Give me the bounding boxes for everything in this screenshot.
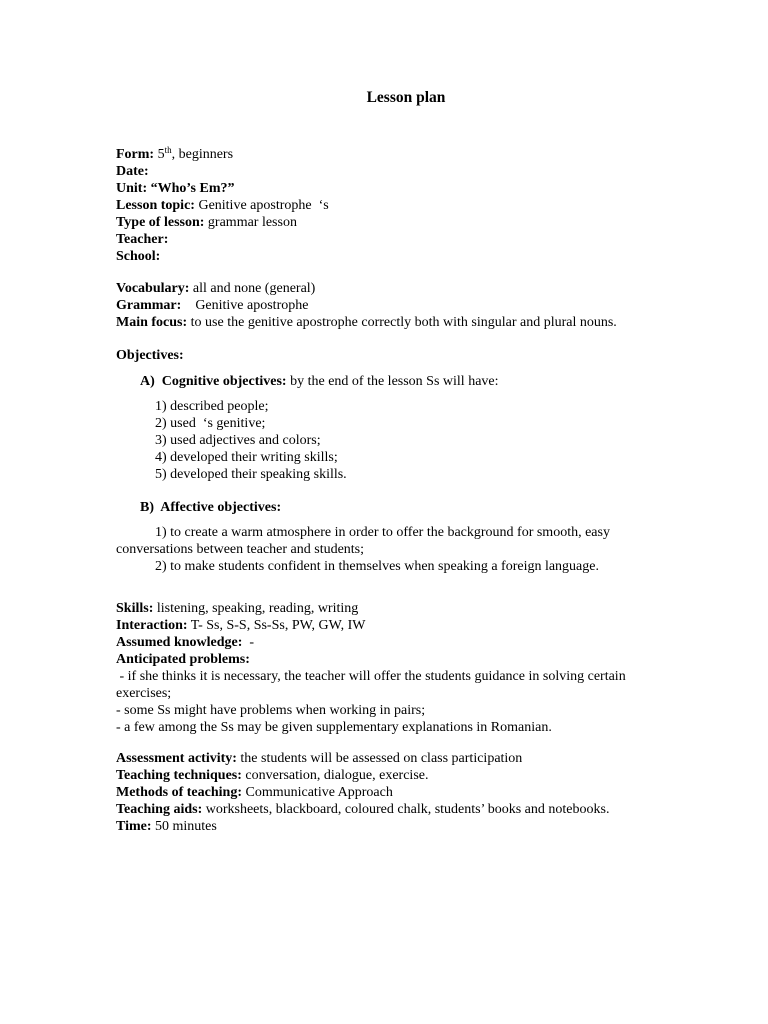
grammar-label: Grammar: [116, 298, 182, 313]
teaching-techniques-value: conversation, dialogue, exercise. [245, 768, 429, 783]
school-label: School: [116, 249, 161, 264]
teaching-techniques-line [116, 767, 716, 784]
grammar-value: Genitive apostrophe [195, 298, 309, 313]
interaction-line [116, 617, 716, 634]
topic-value: Genitive apostrophe ‘s [198, 198, 329, 213]
form-number: 5 [157, 147, 165, 162]
affective-item-1-line-1: 1) to create a warm atmosphere in order to offer the background for smooth, easy [155, 525, 610, 540]
methods-value: Communicative Approach [245, 785, 393, 800]
time-value: 50 minutes [155, 819, 217, 834]
skills-value: listening, speaking, reading, writing [156, 601, 359, 616]
form-line [116, 146, 696, 163]
objectives-heading-block [116, 347, 696, 364]
topic-label: Lesson topic: [116, 198, 195, 213]
list-item: 4) developed their writing skills; [155, 450, 338, 465]
time-line [116, 818, 716, 835]
list-item: 1) described people; [155, 399, 269, 414]
main-focus-value: to use the genitive apostrophe correctly both with singular and plural nouns. [190, 315, 617, 330]
skills-label: Skills: [116, 601, 154, 616]
lesson-type-value: grammar lesson [207, 215, 297, 230]
date-line [116, 163, 696, 180]
objectives-heading: Objectives: [116, 348, 184, 363]
unit-label: Unit: [116, 181, 148, 196]
school-line [116, 248, 696, 265]
assessment-activity-line [116, 750, 716, 767]
teaching-aids-label: Teaching aids: [116, 802, 203, 817]
unit-value: “Who’s Em?” [150, 181, 235, 196]
lesson-type-line [116, 214, 696, 231]
affective-objectives-list [116, 524, 686, 575]
teaching-aids-value: worksheets, blackboard, coloured chalk, students’ books and notebooks. [205, 802, 610, 817]
problem-line: - if she thinks it is necessary, the teacher will offer the students guidance in solving certain [116, 669, 626, 684]
assumed-knowledge-value: - [249, 635, 255, 650]
cognitive-label: Cognitive objectives: [161, 374, 287, 389]
assessment-activity-value: the students will be assessed on class participation [240, 751, 523, 766]
topic-line [116, 197, 696, 214]
assumed-knowledge-label: Assumed knowledge: [116, 635, 243, 650]
affective-objectives-line [140, 499, 281, 516]
list-item: 2) used ‘s genitive; [155, 416, 266, 431]
assessment-activity-label: Assessment activity: [116, 751, 237, 766]
form-value: , beginners [171, 147, 234, 162]
grammar-line [116, 297, 696, 314]
vocabulary-value: all and none (general) [192, 281, 316, 296]
cognitive-objectives-list [155, 398, 347, 483]
skills-line [116, 600, 716, 617]
list-item: 5) developed their speaking skills. [155, 467, 347, 482]
list-item: 3) used adjectives and colors; [155, 433, 321, 448]
lesson-type-label: Type of lesson: [116, 215, 205, 230]
cognitive-text: by the end of the lesson Ss will have: [290, 374, 499, 389]
unit-line [116, 180, 696, 197]
problem-line: - some Ss might have problems when working in pairs; [116, 703, 426, 718]
problem-line: exercises; [116, 686, 172, 701]
affective-item-1-line-2: conversations between teacher and students; [116, 542, 365, 557]
cognitive-objectives-line [140, 373, 499, 390]
interaction-label: Interaction: [116, 618, 188, 633]
methods-label: Methods of teaching: [116, 785, 242, 800]
main-focus-label: Main focus: [116, 315, 188, 330]
vocabulary-line [116, 280, 696, 297]
cognitive-marker: A) [140, 374, 155, 389]
affective-label: Affective objectives: [160, 500, 282, 515]
time-label: Time: [116, 819, 152, 834]
date-label: Date: [116, 164, 149, 179]
main-focus-line [116, 314, 696, 331]
anticipated-problems-label: Anticipated problems: [116, 652, 250, 667]
content-block [116, 280, 696, 331]
interaction-value: T- Ss, S-S, Ss-Ss, PW, GW, IW [190, 618, 366, 633]
page-title: Lesson plan [366, 89, 446, 106]
assessment-block [116, 750, 716, 835]
affective-item-2: 2) to make students confident in themselves when speaking a foreign language. [155, 559, 599, 574]
header-block [116, 146, 696, 265]
assumed-knowledge-line [116, 634, 716, 651]
teaching-techniques-label: Teaching techniques: [116, 768, 242, 783]
teacher-label: Teacher: [116, 232, 169, 247]
affective-marker: B) [140, 500, 154, 515]
vocabulary-label: Vocabulary: [116, 281, 190, 296]
form-superscript: th [164, 145, 172, 155]
problem-line: - a few among the Ss may be given supplementary explanations in Romanian. [116, 720, 552, 735]
form-label: Form: [116, 147, 155, 162]
teacher-line [116, 231, 696, 248]
details-block [116, 600, 716, 736]
teaching-aids-line [116, 801, 716, 818]
methods-line [116, 784, 716, 801]
